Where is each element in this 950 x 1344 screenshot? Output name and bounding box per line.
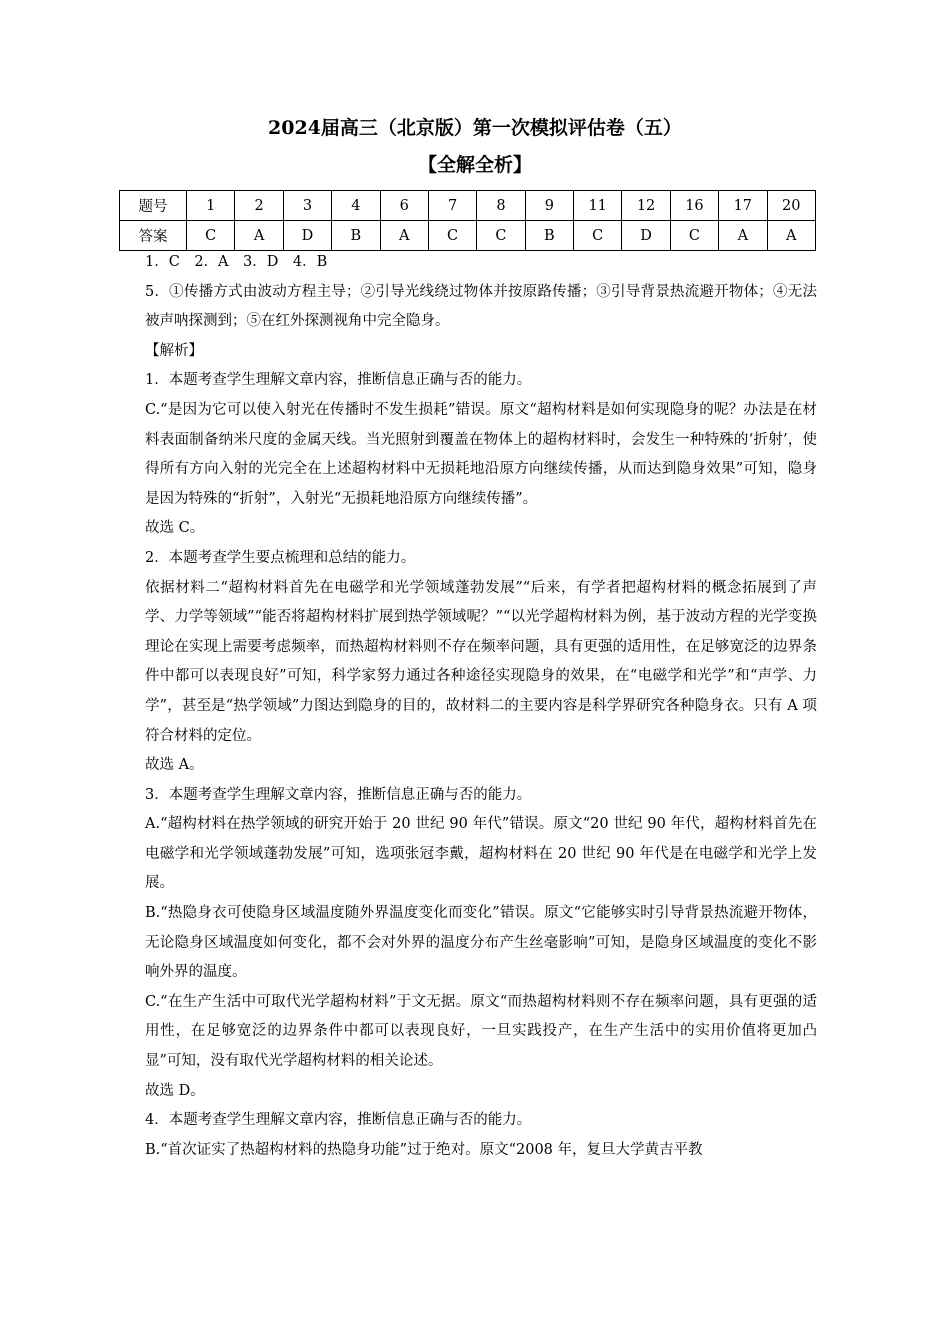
q3-option-c: C.“在生产生活中可取代光学超构材料”于文无据。原文“而热超构材料则不存在频率问题，具有更强的适用性，在足够宽泛的边界条件中都可以表现良好，一旦实践投产，在生产生活中的实用价值将更加凸显”可知，没有取代光学超构材料的相关论述。 <box>145 993 817 1070</box>
analysis-heading: 【解析】 <box>145 342 203 359</box>
page-title: 2024届高三（北京版）第一次模拟评估卷（五） <box>268 117 682 139</box>
q1-intro: 1．本题考查学生理解文章内容，推断信息正确与否的能力。 <box>145 372 532 389</box>
answer-cell: B <box>525 221 573 251</box>
question-number: 20 <box>767 191 816 221</box>
answer-table <box>119 190 816 251</box>
answer-table-row-numbers <box>120 191 816 221</box>
answer-cell: D <box>283 221 331 251</box>
answer-cell: C <box>477 221 525 251</box>
question-number: 7 <box>428 191 476 221</box>
question-number: 12 <box>622 191 670 221</box>
question-number: 9 <box>525 191 573 221</box>
q4-intro: 4．本题考查学生理解文章内容，推断信息正确与否的能力。 <box>145 1112 532 1129</box>
row-label-answer: 答案 <box>120 221 187 251</box>
question-number: 6 <box>380 191 428 221</box>
question-number: 2 <box>235 191 283 221</box>
answer-cell: A <box>235 221 283 251</box>
page-subtitle: 【全解全析】 <box>417 154 532 176</box>
q1-analysis: C.“是因为它可以使入射光在传播时不发生损耗”错误。原文“超构材料是如何实现隐身的呢？办法是在材料表面制备纳米尺度的金属天线。当光照射到覆盖在物体上的超构材料时，会发生一种特殊的‘折射’，使得所有方向入射的光完全在上述超构材料中无损耗地沿原方向继续传播，从而达到隐身效果”可知，隐身是因为特殊的“折射”，入射光“无损耗地沿原方向继续传播”。 <box>145 401 817 507</box>
q3-option-b: B.“热隐身衣可使隐身区域温度随外界温度变化而变化”错误。原文“它能够实时引导背景热流避开物体，无论隐身区域温度如何变化，都不会对外界的温度分布产生丝毫影响”可知，是隐身区域温度的变化不影响外界的温度。 <box>145 905 817 981</box>
question-number: 11 <box>574 191 622 221</box>
question-number: 4 <box>332 191 380 221</box>
q2-conclusion: 故选 A。 <box>145 757 204 774</box>
answer-cell: B <box>332 221 380 251</box>
answer-table-row-answers <box>120 221 816 251</box>
question-number: 17 <box>719 191 767 221</box>
q1-conclusion: 故选 C。 <box>145 520 205 537</box>
answer-cell: D <box>622 221 670 251</box>
answer-cell: C <box>428 221 476 251</box>
answer-cell: C <box>670 221 718 251</box>
answer-cell: C <box>187 221 235 251</box>
q4-option-b: B.“首次证实了热超构材料的热隐身功能”过于绝对。原文“2008 年，复旦大学黄吉平教 <box>145 1141 703 1158</box>
q3-option-a: A.“超构材料在热学领域的研究开始于 20 世纪 90 年代”错误。原文“20 世纪 90 年代，超构材料首先在电磁学和光学领域蓬勃发展”可知，选项张冠李戴，超构材料在 20 世纪 90 年代是在电磁学和光学上发展。 <box>145 816 817 892</box>
answer-cell: A <box>767 221 816 251</box>
q2-analysis: 依据材料二“超构材料首先在电磁学和光学领域蓬勃发展”“后来，有学者把超构材料的概念拓展到了声学、力学等领域”“能否将超构材料扩展到热学领域呢？”“以光学超构材料为例，基于波动方程的光学变换理论在实现上需要考虑频率，而热超构材料则不存在频率问题，具有更强的适用性，在足够宽泛的边界条件中都可以表现良好”可知，科学家努力通过各种途径实现隐身的效果，在“电磁学和光学”和“声学、力学”，甚至是“热学领域”力图达到隐身的目的，故材料二的主要内容是科学界研究各种隐身衣。只有 A 项符合材料的定位。 <box>145 579 817 744</box>
question-number: 3 <box>283 191 331 221</box>
answer-cell: C <box>574 221 622 251</box>
question-number: 1 <box>187 191 235 221</box>
question-number: 8 <box>477 191 525 221</box>
document-body <box>145 248 817 1165</box>
row-label-number: 题号 <box>120 191 187 221</box>
answer-cell: A <box>380 221 428 251</box>
answer-q5: 5．①传播方式由波动方程主导；②引导光线绕过物体并按原路传播；③引导背景热流避开物体；④无法被声呐探测到；⑤在红外探测视角中完全隐身。 <box>145 283 817 330</box>
q3-conclusion: 故选 D。 <box>145 1082 205 1099</box>
q2-intro: 2．本题考查学生要点梳理和总结的能力。 <box>145 549 416 566</box>
answer-cell: A <box>719 221 767 251</box>
question-number: 16 <box>670 191 718 221</box>
answer-summary: 1．C 2．A 3．D 4．B <box>145 254 328 270</box>
q3-intro: 3．本题考查学生理解文章内容，推断信息正确与否的能力。 <box>145 786 532 803</box>
